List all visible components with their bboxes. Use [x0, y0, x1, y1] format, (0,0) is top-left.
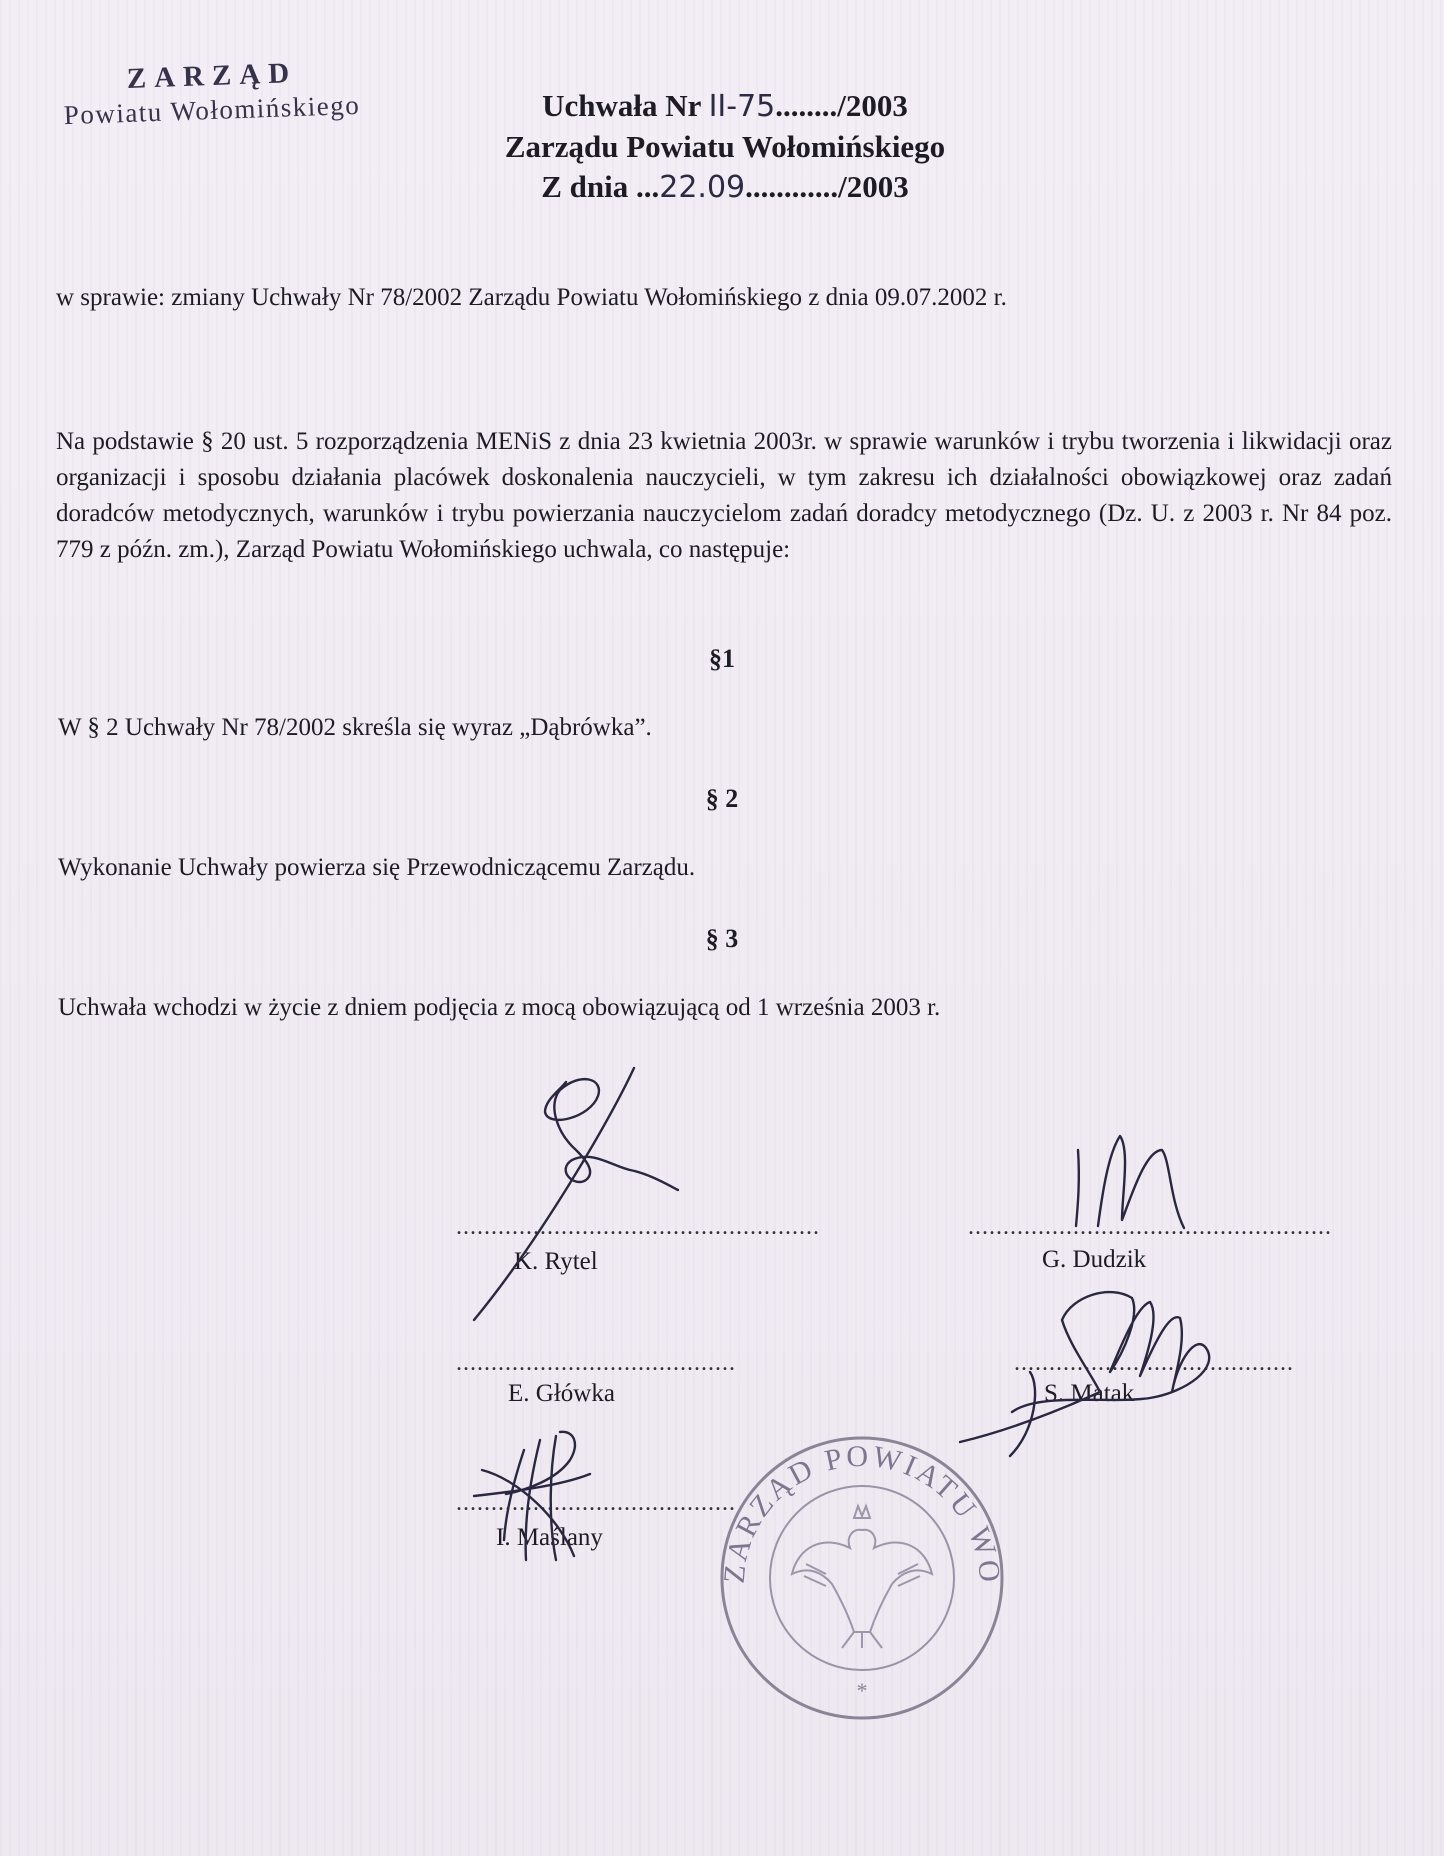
signatory-maslany: I. Maślany: [496, 1524, 603, 1551]
paragraph-1-text: W § 2 Uchwały Nr 78/2002 skreśla się wyraz „Dąbrówka”.: [58, 714, 652, 741]
signature-matak: [960, 1292, 1209, 1442]
stamp-title: ZARZĄD: [126, 57, 298, 95]
subject-line: w sprawie: zmiany Uchwały Nr 78/2002 Zarządu Powiatu Wołomińskiego z dnia 09.07.2002 r.: [56, 284, 1007, 311]
resolution-number-handwritten: II-75: [708, 89, 776, 124]
signature-line-glowka: ........................................: [456, 1350, 736, 1376]
stamp-subtitle: Powiatu Wołomińskiego: [63, 89, 361, 131]
signature-line-matak: ........................................: [1014, 1350, 1294, 1376]
resolution-number-suffix: /2003: [837, 88, 908, 123]
paragraph-3-mark: § 3: [705, 924, 739, 953]
resolution-body-line: Zarządu Powiatu Wołomińskiego: [504, 129, 946, 164]
signature-line-rytel: ....................................................: [456, 1214, 820, 1240]
paragraph-1-mark: §1: [709, 644, 735, 673]
seal-ring-text: ZARZĄD POWIATU WOŁOMIŃSKIEGO: [717, 1439, 1007, 1587]
resolution-date-prefix: Z dnia: [541, 169, 636, 204]
paragraph-2-text: Wykonanie Uchwały powierza się Przewodniczącemu Zarządu.: [58, 854, 696, 881]
resolution-number-prefix: Uchwała Nr: [542, 88, 709, 123]
dotted-fill: ........: [775, 88, 838, 123]
official-seal: [718, 1438, 1007, 1718]
signature-dudzik-loop: [1098, 1136, 1184, 1228]
svg-text:*: *: [856, 1678, 868, 1703]
resolution-date-handwritten: 22.09: [659, 170, 746, 205]
resolution-date-suffix: /2003: [838, 169, 909, 204]
dotted-fill: ............: [745, 169, 839, 204]
signatory-glowka: E. Główka: [508, 1380, 615, 1407]
legal-basis-paragraph: Na podstawie § 20 ust. 5 rozporządzenia MENiS z dnia 23 kwietnia 2003r. w sprawie warunków i trybu tworzenia i likwidacji oraz organizacji i sposobu działania placówek doskonalenia nauczycieli, w tym zakresu ich działalności obowiązkowej oraz zadań doradców metodycznych, warunków i trybu powierzania nauczycielom zadań doradcy metodycznego (Dz. U. z 2003 r. Nr 84 poz. 779 z późn. zm.), Zarząd Powiatu Wołomińskiego uchwala, co następuje:: [56, 428, 1392, 563]
signature-rytel: [545, 1079, 678, 1190]
dotted-fill: ...: [636, 169, 660, 204]
signature-maslany: [474, 1432, 590, 1560]
seal-eagle-icon: [792, 1506, 932, 1648]
signature-line-dudzik: ....................................................: [968, 1214, 1332, 1240]
signature-matak-tail: [1010, 1372, 1035, 1456]
paragraph-2-mark: § 2: [705, 784, 739, 813]
signature-dudzik: [1076, 1150, 1079, 1226]
paragraph-3-text: Uchwała wchodzi w życie z dniem podjęcia z mocą obowiązującą od 1 września 2003 r.: [58, 994, 941, 1021]
signature-line-maslany: ........................................: [456, 1490, 736, 1516]
signatory-dudzik: G. Dudzik: [1042, 1246, 1147, 1273]
signatory-matak: S. Matak: [1044, 1380, 1135, 1407]
signatory-rytel: K. Rytel: [514, 1248, 598, 1275]
